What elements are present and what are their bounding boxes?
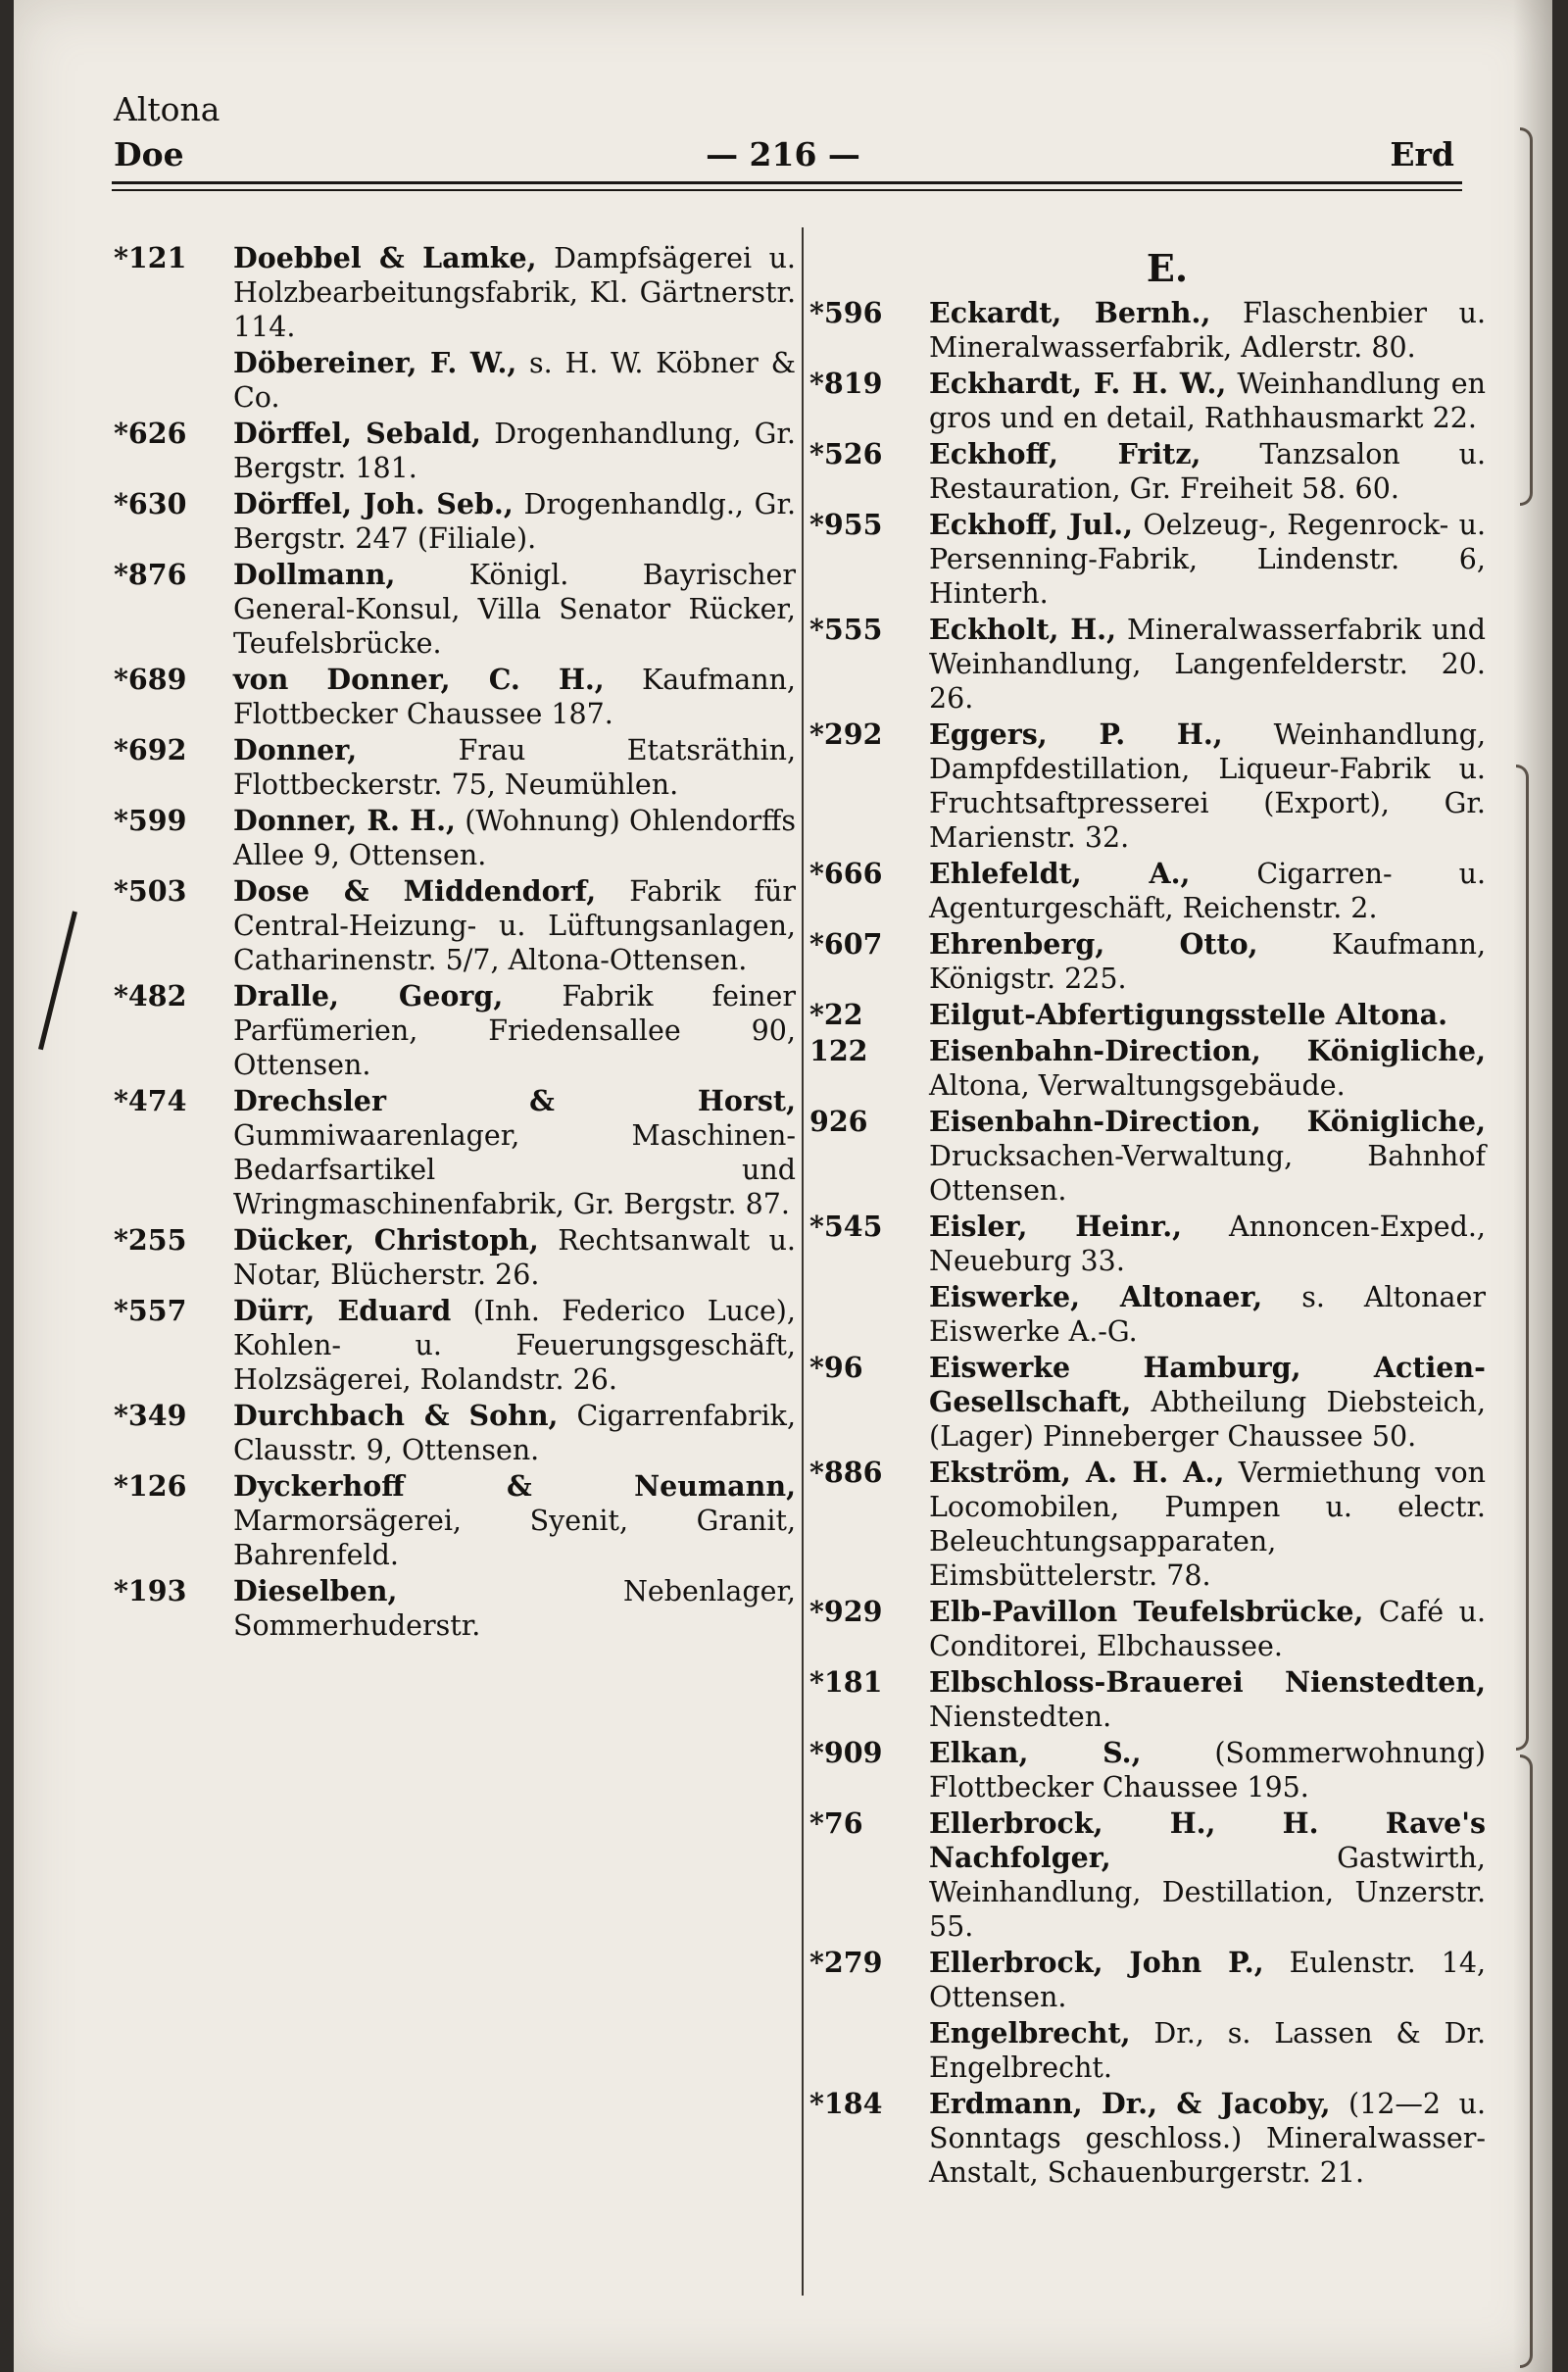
telephone-number: *349	[114, 1399, 187, 1432]
directory-entry	[809, 1351, 1486, 1454]
telephone-number: *596	[809, 296, 883, 329]
directory-page	[14, 0, 1552, 2372]
directory-entry	[114, 417, 796, 485]
directory-entry	[809, 1806, 1486, 1944]
directory-entry	[114, 346, 796, 415]
entry-name: Donner, R. H.,	[233, 804, 456, 837]
right-column	[809, 241, 1486, 2192]
entry-name: Durchbach & Sohn,	[233, 1399, 559, 1432]
entry-details: Café u. Conditorei, Elbchaussee.	[929, 1596, 1487, 1662]
entry-details: s. Altonaer Eiswerke A.-G.	[929, 1281, 1487, 1348]
directory-entry	[114, 1084, 796, 1221]
entry-name: Elkan, S.,	[929, 1736, 1142, 1769]
entry-name: Engelbrecht,	[929, 2016, 1131, 2050]
directory-entry	[809, 2016, 1486, 2085]
entry-details: Drogenhandlg., Gr. Bergstr. 247 (Filiale).	[233, 488, 797, 555]
directory-entry	[114, 979, 796, 1082]
left-column	[114, 241, 796, 1645]
telephone-number: *193	[114, 1574, 187, 1607]
entry-details: Annoncen-Exped., Neueburg 33.	[929, 1211, 1486, 1277]
directory-entry	[809, 1736, 1486, 1804]
entry-name: Eckardt, Bernh.,	[929, 296, 1211, 329]
entry-details: Cigarrenfabrik, Clausstr. 9, Ottensen.	[233, 1400, 797, 1466]
entry-spacer	[809, 2190, 1486, 2192]
entry-name: Eckhoff, Fritz,	[929, 437, 1201, 470]
directory-entry	[809, 613, 1486, 716]
entry-details: Drogenhandlung, Gr. Bergstr. 181.	[233, 418, 796, 484]
directory-entry	[809, 1210, 1486, 1278]
directory-entry	[809, 998, 1486, 1032]
entry-name: Dörffel, Joh. Seb.,	[233, 487, 514, 520]
entry-details: Fabrik für Central-Heizung- u. Lüftungsanlagen, Catharinenstr. 5/7, Altona-Ottensen.	[233, 875, 796, 976]
entry-name: Ehrenberg, Otto,	[929, 927, 1258, 961]
directory-entry	[114, 1294, 796, 1397]
entry-details: Frau Etatsräthin, Flottbeckerstr. 75, Neumühlen.	[233, 734, 796, 801]
entry-details: Drucksachen-Verwaltung, Bahnhof Ottensen.	[929, 1140, 1486, 1207]
entry-name: Dyckerhoff & Neumann,	[233, 1469, 796, 1503]
entry-name: Drechsler & Horst,	[233, 1084, 796, 1117]
entry-details: Vermiethung von Locomobilen, Pumpen u. electr. Beleuchtungsapparaten, Eimsbüttelerstr. 78.	[929, 1457, 1486, 1592]
entry-name: Dürr, Eduard	[233, 1294, 452, 1327]
page-number: — 216 —	[706, 135, 860, 173]
directory-entry	[809, 1280, 1486, 1349]
entry-name: Eckhardt, F. H. W.,	[929, 367, 1227, 400]
entry-name: Eckholt, H.,	[929, 613, 1117, 646]
directory-entry	[809, 437, 1486, 506]
entry-name: Eilgut-Abfertigungsstelle Altona.	[929, 998, 1448, 1031]
entry-name: Eckhoff, Jul.,	[929, 508, 1133, 541]
entry-name: Eiswerke, Altonaer,	[929, 1280, 1263, 1313]
telephone-number: *929	[809, 1595, 883, 1628]
telephone-number: *255	[114, 1223, 187, 1257]
entry-details: Eulenstr. 14, Ottensen.	[929, 1947, 1487, 2013]
entry-details: Oelzeug-, Regenrock- u. Persenning-Fabrik, Lindenstr. 6, Hinterh.	[929, 509, 1487, 610]
margin-bracket-mark	[1520, 127, 1533, 506]
entry-name: Elb-Pavillon Teufelsbrücke,	[929, 1595, 1364, 1628]
entry-name: Erdmann, Dr., & Jacoby,	[929, 2087, 1331, 2120]
entry-details: Flaschenbier u. Mineralwasserfabrik, Adlerstr. 80.	[929, 297, 1487, 364]
telephone-number: *181	[809, 1665, 883, 1699]
telephone-number: *955	[809, 508, 883, 541]
section-letter-heading: E.	[1146, 246, 1189, 290]
entry-details: (Sommerwohnung) Flottbecker Chaussee 195.	[929, 1737, 1486, 1804]
directory-entry	[809, 1105, 1486, 1208]
telephone-number: *474	[114, 1084, 187, 1117]
telephone-number: *545	[809, 1210, 883, 1243]
directory-entry	[809, 1946, 1486, 2014]
directory-entry	[809, 927, 1486, 996]
entry-details: Königl. Bayrischer General-Konsul, Villa Senator Rücker, Teufelsbrücke.	[233, 559, 796, 660]
entry-details: Nebenlager, Sommerhuderstr.	[233, 1575, 796, 1642]
range-start-keyword: Doe	[114, 135, 184, 173]
entry-details: (12—2 u. Sonntags geschloss.) Mineralwasser-Anstalt, Schauenburgerstr. 21.	[929, 2088, 1487, 2189]
directory-entry	[809, 296, 1486, 365]
entry-name: Donner,	[233, 733, 358, 766]
entry-name: Eiswerke Hamburg, Actien-Gesellschaft,	[929, 1351, 1486, 1418]
entry-details: Gummiwaarenlager, Maschinen-Bedarfsartikel und Wringmaschinenfabrik, Gr. Bergstr. 87.	[233, 1119, 796, 1220]
telephone-number: *96	[809, 1351, 863, 1384]
directory-entry	[809, 1034, 1486, 1103]
telephone-number: *819	[809, 367, 883, 400]
entry-name: Doebbel & Lamke,	[233, 241, 537, 274]
directory-entry	[114, 487, 796, 556]
directory-entry	[809, 717, 1486, 855]
directory-entry	[809, 1595, 1486, 1663]
directory-entry	[114, 1223, 796, 1292]
directory-entry	[114, 1574, 796, 1643]
directory-entry	[809, 367, 1486, 435]
entry-details: (Wohnung) Ohlendorffs Allee 9, Ottensen.	[233, 805, 797, 871]
telephone-number: *279	[809, 1946, 883, 1979]
telephone-number: *876	[114, 558, 187, 591]
entry-name: Ellerbrock, John P.,	[929, 1946, 1264, 1979]
entry-details: Weinhandlung, Dampfdestillation, Liqueur-Fabrik u. Fruchtsaftpresserei (Export), Gr. Marienstr. 32.	[929, 718, 1487, 854]
entry-name: Ekström, A. H. A.,	[929, 1456, 1225, 1489]
margin-bracket-mark	[1520, 1754, 1533, 2368]
directory-entry	[114, 1469, 796, 1572]
entry-details: s. H. W. Köbner & Co.	[233, 347, 796, 414]
entry-name: Eisler, Heinr.,	[929, 1210, 1183, 1243]
city-heading: Altona	[114, 90, 220, 128]
telephone-number: *126	[114, 1469, 187, 1503]
telephone-number: *22	[809, 998, 863, 1031]
margin-bracket-mark	[1516, 765, 1529, 1751]
entry-details: Rechtsanwalt u. Notar, Blücherstr. 26.	[233, 1224, 796, 1291]
entry-name: Dieselben,	[233, 1574, 398, 1607]
telephone-number: *555	[809, 613, 883, 646]
telephone-number: *666	[809, 857, 883, 890]
entry-name: Elbschloss-Brauerei Nienstedten,	[929, 1665, 1486, 1699]
pen-mark	[38, 911, 77, 1050]
entry-name: Eisenbahn-Direction, Königliche,	[929, 1105, 1486, 1138]
entry-name: Döbereiner, F. W.,	[233, 346, 517, 379]
entry-details: Gastwirth, Weinhandlung, Destillation, Unzerstr. 55.	[929, 1842, 1486, 1943]
entry-details: Tanzsalon u. Restauration, Gr. Freiheit 58. 60.	[929, 438, 1487, 505]
telephone-number: *692	[114, 733, 187, 766]
entry-details: Weinhandlung en gros und en detail, Rathhausmarkt 22.	[929, 368, 1487, 434]
entry-details: Kaufmann, Königstr. 225.	[929, 928, 1487, 995]
directory-entry	[114, 558, 796, 661]
entry-spacer	[114, 1643, 796, 1645]
entry-name: Eggers, P. H.,	[929, 717, 1223, 751]
entry-name: Eisenbahn-Direction, Königliche,	[929, 1034, 1486, 1067]
telephone-number: *526	[809, 437, 883, 470]
telephone-number: *689	[114, 663, 187, 696]
telephone-number: *292	[809, 717, 883, 751]
range-end-keyword: Erd	[1390, 135, 1454, 173]
entry-name: Dralle, Georg,	[233, 979, 504, 1013]
telephone-number: *599	[114, 804, 187, 837]
telephone-number: *184	[809, 2087, 883, 2120]
entry-details: Fabrik feiner Parfümerien, Friedensallee 90, Ottensen.	[233, 980, 796, 1081]
telephone-number: *482	[114, 979, 187, 1013]
entry-details: Cigarren- u. Agenturgeschäft, Reichenstr. 2.	[929, 858, 1487, 924]
entry-name: Ellerbrock, H., H. Rave's Nachfolger,	[929, 1806, 1486, 1874]
directory-entry	[114, 804, 796, 872]
directory-entry	[809, 1456, 1486, 1593]
directory-entry	[114, 1399, 796, 1467]
directory-entry	[809, 1665, 1486, 1734]
right-column-entries	[809, 296, 1486, 2192]
directory-entry	[809, 2087, 1486, 2190]
entry-name: Dose & Middendorf,	[233, 874, 597, 908]
directory-entry	[809, 508, 1486, 611]
telephone-number: *626	[114, 417, 187, 450]
telephone-number: 926	[809, 1105, 868, 1138]
directory-entry	[114, 663, 796, 731]
directory-entry	[114, 733, 796, 802]
telephone-number: *607	[809, 927, 883, 961]
telephone-number: *76	[809, 1806, 863, 1840]
entry-name: Ehlefeldt, A.,	[929, 857, 1191, 890]
entry-name: von Donner, C. H.,	[233, 663, 605, 696]
entry-details: Dampfsägerei u. Holzbearbeitungsfabrik, Kl. Gärtnerstr. 114.	[233, 242, 796, 343]
telephone-number: *121	[114, 241, 187, 274]
entry-details: Abtheilung Diebsteich, (Lager) Pinneberger Chaussee 50.	[929, 1386, 1486, 1453]
directory-entry	[809, 857, 1486, 925]
telephone-number: *557	[114, 1294, 187, 1327]
entry-name: Dollmann,	[233, 558, 396, 591]
entry-name: Dörffel, Sebald,	[233, 417, 481, 450]
entry-details: (Inh. Federico Luce), Kohlen- u. Feuerungsgeschäft, Holzsägerei, Rolandstr. 26.	[233, 1295, 796, 1396]
telephone-number: *630	[114, 487, 187, 520]
telephone-number: *909	[809, 1736, 883, 1769]
entry-details: Dr., s. Lassen & Dr. Engelbrecht.	[929, 2017, 1487, 2084]
column-divider	[802, 227, 804, 2296]
directory-entry	[114, 241, 796, 344]
directory-entry	[114, 874, 796, 977]
telephone-number: *886	[809, 1456, 883, 1489]
entry-details: Marmorsägerei, Syenit, Granit, Bahrenfeld.	[233, 1505, 796, 1571]
telephone-number: *503	[114, 874, 187, 908]
entry-name: Dücker, Christoph,	[233, 1223, 539, 1257]
entry-details: Kaufmann, Flottbecker Chaussee 187.	[233, 664, 796, 730]
entry-details: Mineralwasserfabrik und Weinhandlung, Langenfelderstr. 20. 26.	[929, 614, 1486, 715]
header-rule-top	[112, 181, 1462, 184]
telephone-number: 122	[809, 1034, 868, 1067]
entry-details: Nienstedten.	[929, 1701, 1112, 1733]
header-rule-bottom	[112, 189, 1462, 191]
entry-details: Altona, Verwaltungsgebäude.	[929, 1069, 1346, 1102]
